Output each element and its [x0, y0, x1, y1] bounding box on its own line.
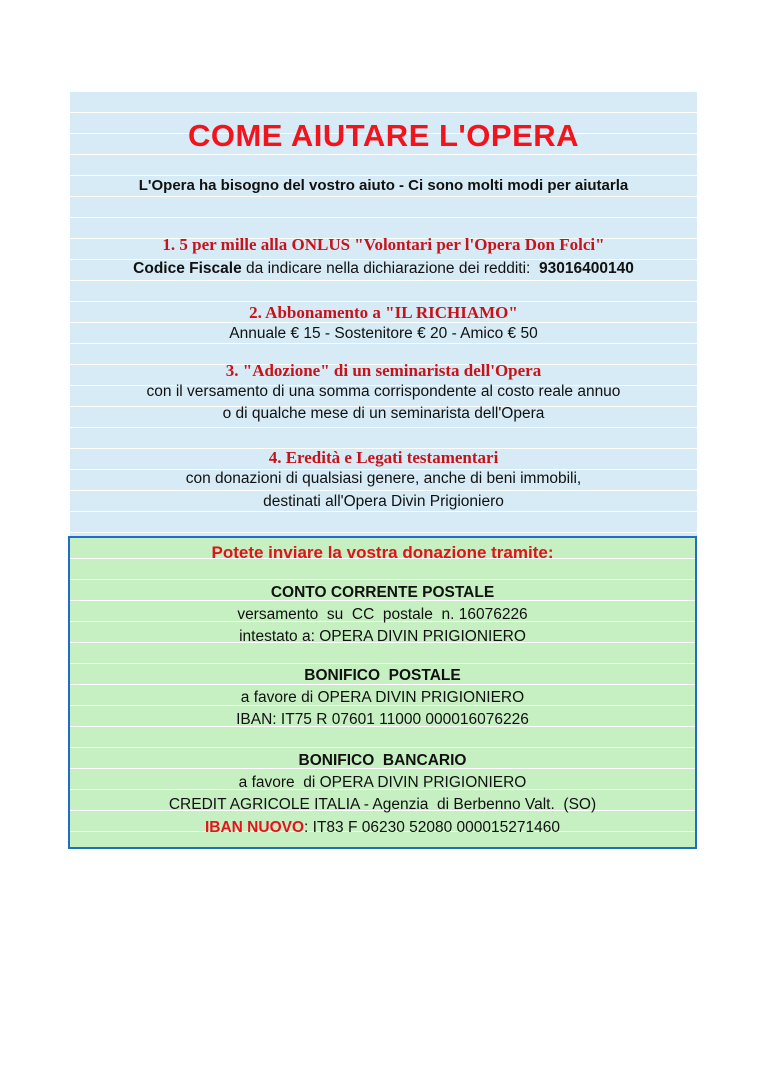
- postal-account-line-1: versamento su CC postale n. 16076226: [237, 606, 528, 623]
- iban-new-value: : IT83 F 06230 52080 000015271460: [304, 819, 561, 836]
- option-3-heading: 3. "Adozione" di un seminarista dell'Opera: [225, 361, 542, 380]
- bank-transfer-iban: [70, 819, 695, 837]
- donation-section: [68, 536, 697, 849]
- postal-account-line-2: intestato a: OPERA DIVIN PRIGIONIERO: [239, 628, 526, 645]
- tax-code-text: da indicare nella dichiarazione dei redditi:: [241, 260, 539, 277]
- option-1-heading: 1. 5 per mille alla ONLUS "Volontari per l'Opera Don Folci": [162, 235, 605, 254]
- tax-code-label: Codice Fiscale: [133, 260, 242, 277]
- postal-transfer-iban: IBAN: IT75 R 07601 11000 000016076226: [236, 711, 529, 728]
- option-4-line-1: con donazioni di qualsiasi genere, anche di beni immobili,: [185, 470, 582, 487]
- page-title: COME AIUTARE L'OPERA: [187, 118, 580, 153]
- bank-transfer-title: BONIFICO BANCARIO: [298, 752, 467, 769]
- tax-code-value: 93016400140: [538, 260, 634, 277]
- page-subtitle: L'Opera ha bisogno del vostro aiuto - Ci sono molti modi per aiutarla: [138, 177, 629, 194]
- option-3-line-1: con il versamento di una somma corrispondente al costo reale annuo: [146, 383, 621, 400]
- bank-transfer-line-1: a favore di OPERA DIVIN PRIGIONIERO: [238, 774, 527, 791]
- help-section: [70, 92, 697, 536]
- option-2-heading: 2. Abbonamento a "IL RICHIAMO": [249, 303, 518, 322]
- iban-new-label: IBAN NUOVO: [204, 819, 305, 836]
- postal-transfer-line-1: a favore di OPERA DIVIN PRIGIONIERO: [240, 689, 525, 706]
- option-3-line-2: o di qualche mese di un seminarista dell'Opera: [222, 405, 545, 422]
- option-4-heading: 4. Eredità e Legati testamentari: [268, 448, 499, 467]
- postal-transfer-title: BONIFICO POSTALE: [304, 667, 461, 684]
- bank-transfer-line-2: CREDIT AGRICOLE ITALIA - Agenzia di Berbenno Valt. (SO): [168, 796, 597, 813]
- option-2-line: Annuale € 15 - Sostenitore € 20 - Amico € 50: [229, 325, 538, 342]
- option-4-line-2: destinati all'Opera Divin Prigioniero: [263, 493, 504, 510]
- postal-account-title: CONTO CORRENTE POSTALE: [270, 584, 495, 601]
- donation-title: Potete inviare la vostra donazione tramite:: [211, 543, 554, 562]
- option-1-line: [70, 260, 697, 278]
